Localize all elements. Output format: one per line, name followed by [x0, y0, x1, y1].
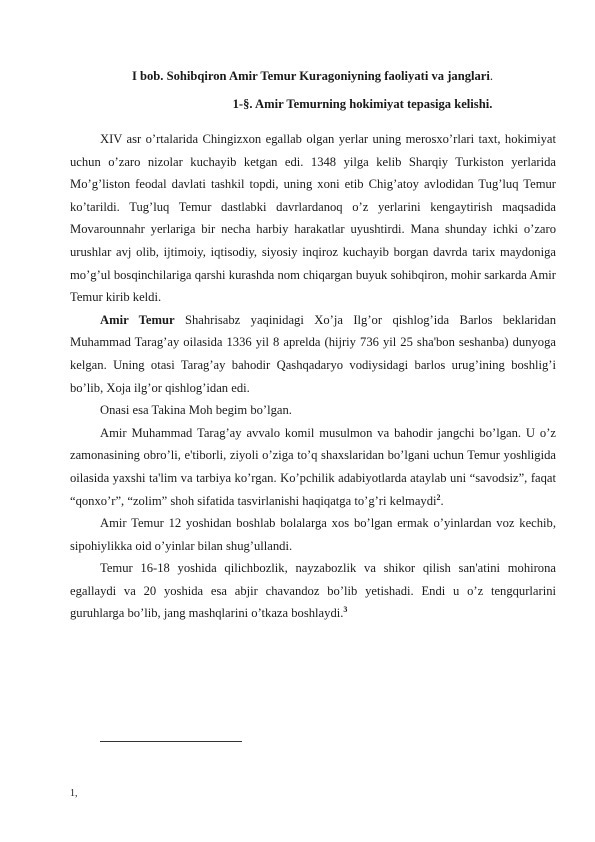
paragraph-1: XIV asr o’rtalarida Chingizxon egallab olgan yerlar uning merosxo’rlari taxt, hokimiyat uchun o’zaro nizolar kuchayib ketgan edi. 1348 yilga kelib Sharqiy Turkiston yerlarida Mo’g’liston feodal davlati tashkil topdi, uning xoni etib Chig’atoy avlodidan Tug’luq Temur ko’tarildi. Tug’luq Temur dastlabki davrlardanoq o’z yerlarini kengaytirish maqsadida Movarounnahr yerlariga bir necha harbiy harakatlar uyushtirdi. Mana shunday ichki o’zaro urushlar avj olib, ijtimoiy, iqtisodiy, siyosiy inqiroz kuchayib borgan davrda tarix maydoniga mo’g’ul bosqinchilariga qarshi kurashda nom chiqargan buyuk sohibqiron, mohir sarkarda Amir Temur kirib keldi.: [70, 132, 556, 305]
paragraph-2: [70, 309, 556, 399]
body-text: [70, 128, 556, 625]
paragraph-2-bold: Amir Temur: [100, 312, 175, 327]
paragraph-6: [70, 557, 556, 625]
section-title: 1-§. Amir Temurning hokimiyat tepasiga kelishi.: [232, 97, 493, 111]
footnote-mark: 1,: [70, 788, 78, 799]
chapter-title-end: .: [489, 69, 494, 83]
footnote-ref-3[interactable]: 3: [343, 605, 348, 615]
paragraph-3: Onasi esa Takina Moh begim bo’lgan.: [100, 403, 292, 418]
paragraph-4-text: Amir Muhammad Tarag’ay avvalo komil musulmon va bahodir jangchi bo’lgan. U o’z zamonasining obro’li, e'tiborli, ziyoli o’ziga to’q shaxslaridan bo’lgani uchun Temur yoshligida oilasida yaxshi ta'lim va tarbiya ko’rgan. Ko’pchilik adabiyotlarda ataylab uni “savodsiz”, faqat “qonxo’r”, “zolim” shoh sifatida tasvirlanishi haqiqatga to’g’ri kelmaydi: [70, 425, 556, 508]
paragraph-4-end: .: [440, 493, 444, 508]
chapter-title-text: I bob. Sohibqiron Amir Temur Kuragoniyning faoliyati va janglari: [131, 69, 490, 83]
paragraph-5: Amir Temur 12 yoshidan boshlab bolalarga xos bo’lgan ermak o’yinlardan voz kechib, sipohiylikka oid o’yinlar bilan shug’ullandi.: [70, 516, 556, 553]
chapter-title: [60, 68, 565, 85]
footnote-divider: [100, 741, 242, 742]
paragraph-4: [70, 422, 556, 512]
footnote-ref-2[interactable]: 2: [436, 492, 441, 502]
paragraph-6-text: Temur 16-18 yoshida qilichbozlik, nayzabozlik va shikor qilish san'atini mohirona egallaydi va 20 yoshida esa abjir chavandoz bo’lib yetishadi. Endi u o’z tengqurlarini guruhlarga bo’lib, jang mashqlarini o’tkaza boshlaydi.: [70, 561, 556, 621]
paragraph-2-text: Shahrisabz yaqinidagi Xo’ja Ilg’or qishlog’ida Barlos beklaridan Muhammad Tarag’ay oilasida 1336 yil 8 aprelda (hijriy 736 yil 25 sha'bon seshanba) dunyoga kelgan. Uning otasi Tarag’ay bahodir Qashqadaryo vodiysidagi barlos urug’ining boshlig’i bo’lib, Xoja ilg’or qishlog’idan edi.: [70, 312, 556, 395]
